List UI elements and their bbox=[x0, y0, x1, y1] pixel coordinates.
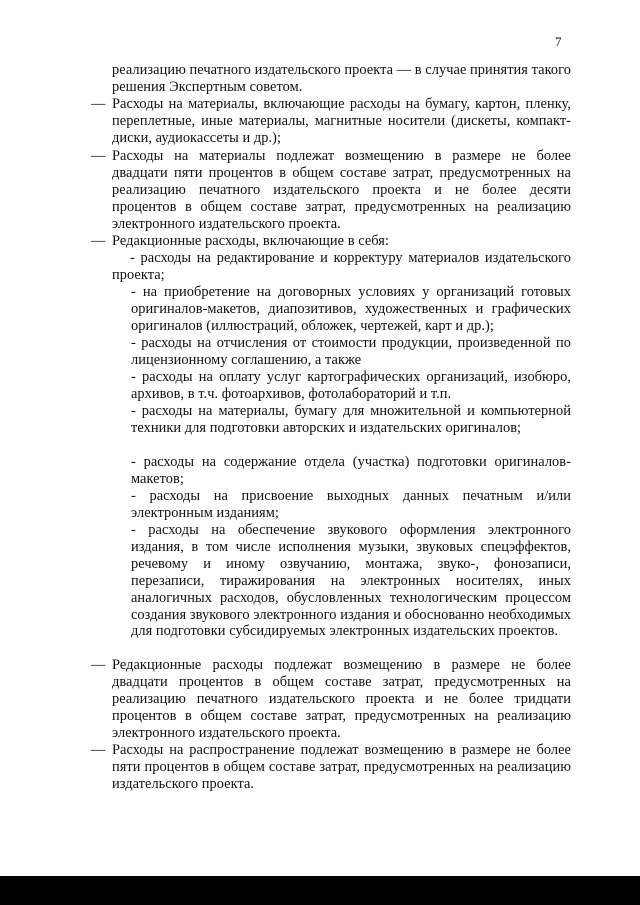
scan-edge-bar bbox=[0, 876, 640, 905]
bullet-dash: — bbox=[91, 148, 106, 164]
continuation-paragraph: реализацию печатного издательского проекта — в случае принятия такого решения Экспертным советом. bbox=[112, 62, 571, 95]
materials-expenses-paragraph: Расходы на материалы, включающие расходы на бумагу, картон, пленку, переплетные, иные материалы, магнитные носители (дискеты, компакт-диски, аудиокассеты и др.); bbox=[112, 96, 571, 146]
bullet-dash: — bbox=[91, 96, 106, 112]
editorial-subitem: - расходы на обеспечение звукового оформления электронного издания, в том числе исполнения музыки, звуковых спецэффектов, речевому и иному озвучанию, монтажа, звуко-, фонозаписи, перезаписи, тиражирования на электронных носителях, иных аналогичных расходов, обусловленных технологическим процессом создания звукового электронного издания и обоснованно необходимых для подготовки субсидируемых электронных издательских проектов. bbox=[131, 522, 571, 640]
editorial-reimbursement-paragraph: Редакционные расходы подлежат возмещению в размере не более двадцати процентов в общем составе затрат, предусмотренных на реализацию печатного издательского проекта и не более тридцати процентов в общем составе затрат, предусмотренных на реализацию электронного издательского проекта. bbox=[112, 657, 571, 741]
editorial-subitem: - расходы на присвоение выходных данных печатным и/или электронным изданиям; bbox=[131, 488, 571, 521]
editorial-subitem: - расходы на редактирование и корректуру материалов издательского проекта; bbox=[112, 250, 571, 283]
editorial-subitem: - расходы на отчисления от стоимости продукции, произведенной по лицензионному соглашению, а также bbox=[131, 335, 571, 368]
distribution-reimbursement-paragraph: Расходы на распространение подлежат возмещению в размере не более пяти процентов в общем составе затрат, предусмотренных на реализацию издательского проекта. bbox=[112, 742, 571, 792]
editorial-subitem: - расходы на содержание отдела (участка) подготовки оригиналов-макетов; bbox=[131, 454, 571, 487]
bullet-dash: — bbox=[91, 657, 106, 673]
bullet-dash: — bbox=[91, 233, 106, 249]
editorial-subitem: - расходы на оплату услуг картографических организаций, изобюро, архивов, в т.ч. фотоархивов, фотолабораторий и т.п. bbox=[131, 369, 571, 402]
editorial-subitem: - на приобретение на договорных условиях у организаций готовых оригиналов-макетов, диапозитивов, художественных и графических оригиналов (иллюстраций, обложек, чертежей, карт и др.); bbox=[131, 284, 571, 334]
materials-reimbursement-paragraph: Расходы на материалы подлежат возмещению в размере не более двадцати пяти процентов в общем составе затрат, предусмотренных на реализацию печатного издательского проекта и не более десяти процентов в общем составе затрат, предусмотренных на реализацию электронного издательского проекта. bbox=[112, 148, 571, 232]
editorial-subitem: - расходы на материалы, бумагу для множительной и компьютерной техники для подготовки авторских и издательских оригиналов; bbox=[131, 403, 571, 436]
page-number: 7 bbox=[555, 34, 562, 49]
bullet-dash: — bbox=[91, 742, 106, 758]
editorial-expenses-heading: Редакционные расходы, включающие в себя: bbox=[112, 233, 389, 249]
